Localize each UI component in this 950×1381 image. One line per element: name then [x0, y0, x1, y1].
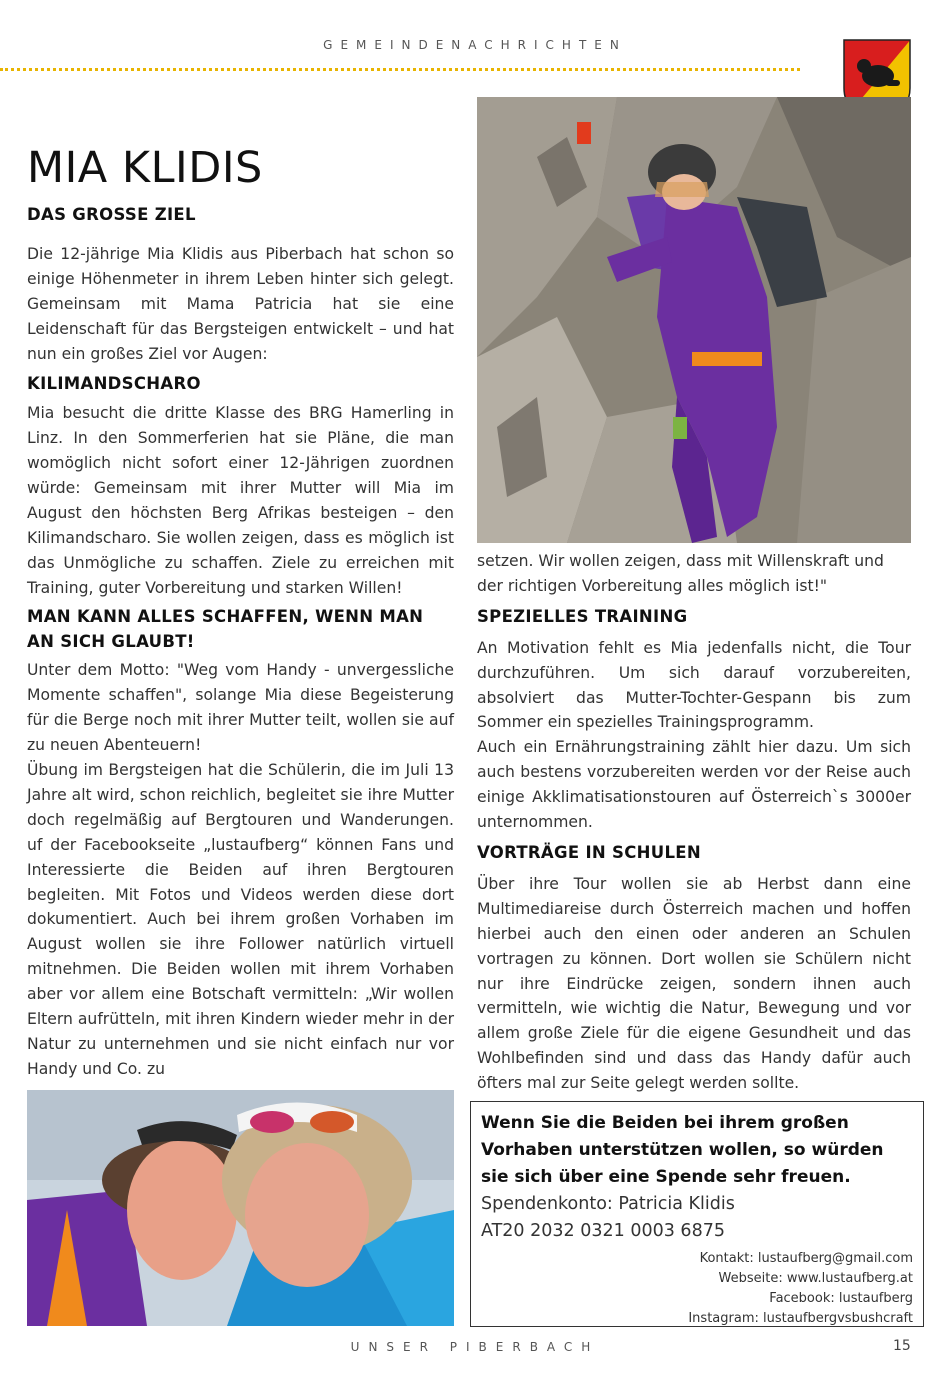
- paragraph: Übung im Bergsteigen hat die Schülerin, die im Juli 13 Jahre alt wird, schon reichlich, begleitet sie ihre Mutter doch regelmäßig auf Bergtouren und Wanderungen. uf der Facebookseite „lustaufberg“ können Fans und Interessierte die Beiden auf ihren Bergtouren begleiten. Mit Fotos und Videos werden diese dort dokumentiert. Auch bei ihrem großen Vorhaben im August wollen sie ihre Follower natürlich virtuell mitnehmen. Die Beiden wollen mit ihrem Vorhaben aber vor allem eine Botschaft vermitteln: „Wir wollen Eltern aufrütteln, mit ihren Kindern wieder mehr in der Natur zu unternehmen und sie nicht einfach nur vor Handy und Co. zu: [27, 761, 454, 1078]
- paragraph: Auch ein Ernährungstraining zählt hier dazu. Um sich auch bestens vorzubereiten werden vor der Reise auch einige Akklimatisationstouren auf Österreich`s 3000er unternommen.: [477, 738, 911, 832]
- heading-man-kann-alles-schaffen: MAN KANN ALLES SCHAFFEN, WENN MAN AN SICH GLAUBT!: [27, 606, 424, 651]
- header-dotted-rule: [0, 68, 800, 71]
- article-title: MIA KLIDIS: [27, 143, 263, 193]
- continuation-paragraph: setzen. Wir wollen zeigen, dass mit Willenskraft und der richtigen Vorbereitung alles möglich ist!": [477, 552, 884, 595]
- heading-das-grosse-ziel: DAS GROSSE ZIEL: [27, 205, 196, 224]
- account-holder: Spendenkonto: Patricia Klidis: [481, 1194, 735, 1214]
- paragraph: Die 12-jährige Mia Klidis aus Piberbach hat schon so einige Höhenmeter in ihrem Leben hinter sich gelegt. Gemeinsam mit Mama Patricia hat sie eine Leidenschaft für das Bergsteigen entwickelt – und hat nun ein großes Ziel vor Augen:: [27, 244, 454, 363]
- heading-vortraege-in-schulen: VORTRÄGE IN SCHULEN: [477, 842, 701, 862]
- page-number: 15: [893, 1338, 911, 1354]
- contact-instagram[interactable]: Instagram: lustaufbergvsbushcraft: [688, 1311, 913, 1326]
- iban: AT20 2032 0321 0003 6875: [481, 1221, 725, 1241]
- paragraph: Über ihre Tour wollen sie ab Herbst dann eine Multimediareise durch Österreich machen und hoffen hierbei auch den einen oder anderen an Schulen vortragen zu können. Dort wollen sie Schülern nicht nur ihre Eindrücke zeigen, sondern ihnen auch vermitteln, wie wichtig die Natur, Bewegung und vor allem große Ziele für die eigene Gesundheit und das Wohlbefinden sind und dass das Handy dafür auch öfters mal zur Seite gelegt werden sollte.: [477, 874, 911, 1093]
- paragraph: Unter dem Motto: "Weg vom Handy - unvergessliche Momente schaffen", solange Mia diese Begeisterung für die Berge noch mit ihrer Mutter teilt, wollen sie auf zu neuen Abenteuern!: [27, 661, 454, 755]
- left-column: [27, 203, 454, 1082]
- donation-appeal: Wenn Sie die Beiden bei ihrem großen Vorhaben unterstützen wollen, so würden sie sich über eine Spende sehr freuen.: [481, 1113, 884, 1187]
- paragraph: Mia besucht die dritte Klasse des BRG Hamerling in Linz. In den Sommerferien hat sie Pläne, die man womöglich nicht sofort einer 12-Jährigen zuordnen würde: Gemeinsam mit ihrer Mutter will Mia im August den höchsten Berg Afrikas besteigen – den Kilimandscharo. Sie wollen zeigen, dass es möglich ist das Unmögliche zu schaffen. Ziele zu erreichen mit Training, guter Vorbereitung und starken Willen!: [27, 404, 454, 597]
- selfie-photo: [27, 1090, 454, 1326]
- climbing-photo: [477, 97, 911, 543]
- right-column: [477, 549, 911, 1096]
- footer-publication: UNSER PIBERBACH: [350, 1340, 600, 1354]
- header-section-title: GEMEINDENACHRICHTEN: [323, 38, 627, 52]
- heading-kilimandscharo: KILIMANDSCHARO: [27, 374, 201, 394]
- heading-spezielles-training: SPEZIELLES TRAINING: [477, 606, 688, 626]
- contact-website[interactable]: Webseite: www.lustaufberg.at: [718, 1271, 913, 1286]
- paragraph: An Motivation fehlt es Mia jedenfalls nicht, die Tour durchzuführen. Um sich darauf vorzubereiten, absolviert das Mutter-Tochter-Gespann bis zum Sommer ein spezielles Trainingsprogramm.: [477, 638, 911, 732]
- contact-email[interactable]: Kontakt: lustaufberg@gmail.com: [699, 1251, 913, 1266]
- contact-facebook[interactable]: Facebook: lustaufberg: [769, 1291, 913, 1306]
- donation-box: [470, 1101, 924, 1327]
- contact-list: [481, 1249, 913, 1329]
